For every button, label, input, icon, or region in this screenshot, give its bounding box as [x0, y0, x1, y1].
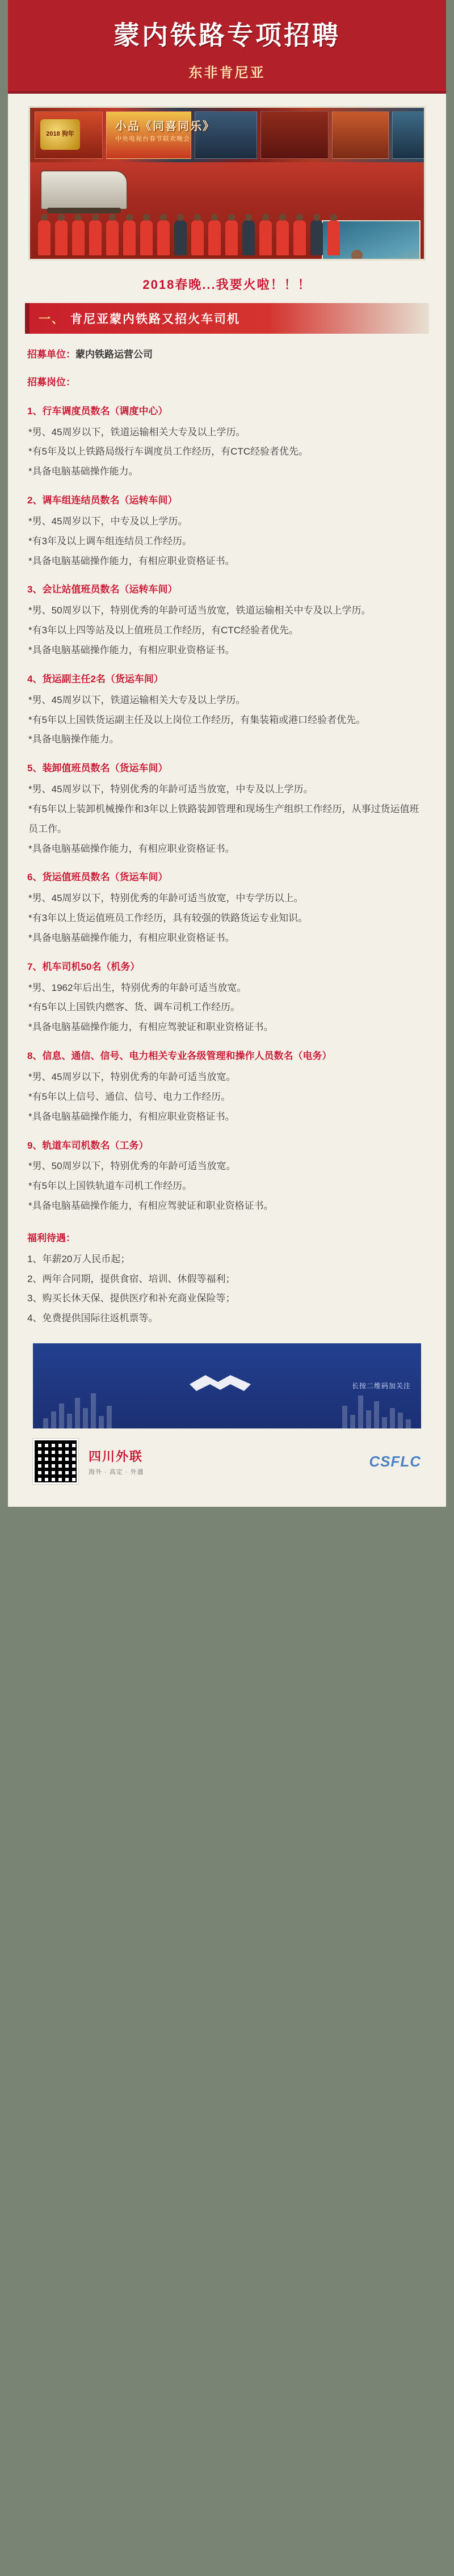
job-requirement: *有5年及以上铁路局级行车调度员工作经历，有CTC经验者优先。	[28, 446, 309, 457]
job-requirement: *男、50周岁以下，特别优秀的年龄可适当放宽。	[28, 1161, 236, 1172]
job-requirement: *有5年以上装卸机械操作和3年以上铁路装卸管理和现场生产组织工作经历，从事过货运值班员工作。	[28, 803, 419, 834]
welfare-item: 3、购买长休天保、提供医疗和补充商业保险等；	[27, 1293, 236, 1304]
job-title: 9、轨道车司机数名（工务）	[27, 1140, 149, 1151]
banner-tile	[332, 111, 389, 159]
job-title: 3、会让站值班员数名（运转车间）	[27, 584, 178, 595]
job-requirement: *具备电脑基础操作能力，有相应驾驶证和职业资格证书。	[28, 1022, 274, 1033]
job-requirement: *男、45周岁以下，铁道运输相关大专及以上学历。	[28, 426, 246, 438]
job-requirement: *有3年以上四等站及以上值班员工作经历，有CTC经验者优先。	[28, 625, 299, 636]
crowd-row	[30, 191, 424, 259]
banner-caption-sub: 中央电视台春节联欢晚会	[115, 136, 190, 142]
job-title: 1、行车调度员数名（调度中心）	[27, 405, 168, 417]
job-requirement: *有3年以上货运值班员工作经历，具有较强的铁路货运专业知识。	[28, 913, 308, 924]
banner-tile	[260, 111, 329, 159]
section-heading	[25, 303, 429, 334]
job-requirement: *男、45周岁以下，铁道运输相关大专及以上学历。	[28, 694, 246, 705]
job-requirement: *具备电脑基础操作能力，有相应职业资格证书。	[28, 1111, 235, 1122]
job-requirement: *具备电脑基础操作能力，有相应职业资格证书。	[28, 932, 235, 943]
welfare-item: 1、年薪20万人民币起；	[27, 1253, 131, 1264]
page-subtitle: 东非肯尼亚	[188, 65, 266, 81]
qr-code-icon[interactable]	[33, 1439, 78, 1484]
qr-hint-text: 长按二维码加关注	[351, 1382, 411, 1390]
person-figure-icon	[346, 259, 368, 260]
brand-name: 四川外联	[89, 1449, 144, 1464]
welfare-item: 2、两年合同期，提供食宿、培训、休假等福利；	[27, 1273, 236, 1284]
decor-bars-right	[342, 1389, 411, 1428]
job-title: 2、调车组连结员数名（运转车间）	[27, 495, 178, 506]
job-requirement: *男、45周岁以下，中专及以上学历。	[28, 515, 188, 527]
job-title: 7、机车司机50名（机务）	[27, 961, 140, 972]
job-title: 4、货运副主任2名（货运车间）	[27, 673, 163, 684]
employer-value: 蒙内铁路运营公司	[75, 349, 153, 360]
banner-tile	[392, 111, 426, 159]
job-requirement: *有5年以上国铁内燃客、货、调车司机工作经历。	[28, 1002, 241, 1013]
employer-label: 招募单位：	[27, 349, 75, 360]
job-requirement: *男、45周岁以下，特别优秀的年龄可适当放宽，中专学历以上。	[28, 893, 304, 904]
job-title: 8、信息、通信、信号、电力相关专业各级管理和操作人员数名（电务）	[27, 1050, 332, 1062]
handshake-icon	[186, 1367, 254, 1398]
job-requirement: *有5年以上信号、通信、信号、电力工作经历。	[28, 1091, 231, 1102]
brand-block	[89, 1447, 144, 1476]
job-requirement: *具备电脑基础操作能力。	[28, 466, 138, 477]
job-requirement: *男、45周岁以下，特别优秀的年龄可适当放宽。	[28, 1071, 236, 1082]
poster-body	[8, 345, 446, 1329]
employer-row	[27, 345, 427, 365]
footer-banner	[33, 1343, 421, 1428]
job-requirement: *有5年以上国铁轨道车司机工作经历。	[28, 1180, 192, 1192]
brand-name-en: CSFLC	[369, 1452, 421, 1470]
job-requirement: *男、45周岁以下，特别优秀的年龄可适当放宽，中专及以上学历。	[28, 784, 313, 795]
banner-image	[28, 106, 426, 260]
banner-top-strip	[30, 108, 424, 162]
job-requirement: *具备电脑基础操作能力，有相应职业资格证书。	[28, 843, 235, 854]
job-requirement: *具备电脑基础操作能力，有相应职业资格证书。	[28, 555, 235, 566]
job-requirement: *男、1962年后出生，特别优秀的年龄可适当放宽。	[28, 982, 247, 993]
job-title: 5、装卸值班员数名（货运车间）	[27, 763, 168, 774]
job-requirement: *男、50周岁以下，特别优秀的年龄可适当放宽，铁道运输相关中专及以上学历。	[28, 605, 371, 616]
brand-tagline: 海外 · 高定 · 外遣	[89, 1468, 144, 1476]
poster-header	[8, 0, 446, 94]
job-requirement: *具备电脑基础操作能力，有相应驾驶证和职业资格证书。	[28, 1200, 274, 1212]
job-requirement: *有5年以上国铁货运副主任及以上岗位工作经历，有集装箱或港口经验者优先。	[28, 714, 366, 725]
year-badge-icon: 2018 狗年	[40, 119, 80, 150]
banner-wrap	[8, 94, 446, 266]
welfare-title: 福利待遇：	[27, 1232, 75, 1243]
section-index: 一、	[39, 313, 65, 326]
poster-sheet	[8, 0, 446, 1507]
decor-bars-left	[43, 1389, 112, 1428]
section-title: 肯尼亚蒙内铁路又招火车司机	[70, 313, 240, 326]
job-requirement: *有3年及以上调车组连结员工作经历。	[28, 535, 192, 547]
positions-label: 招募岗位：	[27, 376, 75, 388]
job-title: 6、货运值班员数名（货运车间）	[27, 872, 168, 883]
page-title: 蒙内铁路专项招聘	[114, 20, 340, 50]
job-requirement: *具备电脑操作能力。	[28, 734, 119, 745]
welfare-item: 4、免费提供国际往返机票等。	[27, 1313, 158, 1324]
spring-gala-line: 2018春晚...我要火啦！！！	[142, 278, 312, 292]
footer-brand-row	[33, 1439, 421, 1484]
job-requirement: *具备电脑基础操作能力，有相应职业资格证书。	[28, 644, 235, 655]
banner-caption: 小品《同喜同乐》	[115, 120, 215, 133]
banner-bottom-strip	[30, 162, 424, 259]
